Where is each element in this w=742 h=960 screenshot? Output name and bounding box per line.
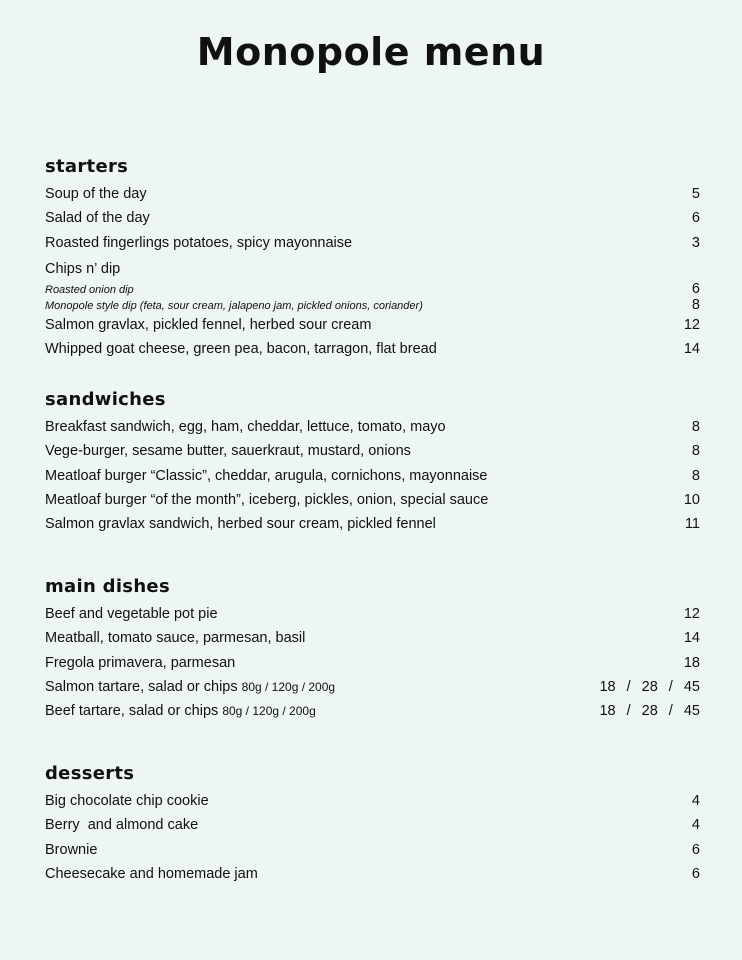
- item-name: Meatloaf burger “Classic”, cheddar, arugula, cornichons, mayonnaise: [45, 467, 488, 484]
- section-main-dishes: [45, 576, 700, 723]
- item-name: Salmon tartare, salad or chips: [45, 678, 238, 695]
- item-name: Soup of the day: [45, 186, 147, 202]
- section-heading-desserts: desserts: [45, 763, 135, 784]
- item-price: 3: [691, 234, 700, 251]
- sub-item-name: Roasted onion dip: [45, 283, 134, 296]
- menu-item: [45, 488, 700, 512]
- item-price: 6: [691, 841, 700, 858]
- item-price: 6: [691, 865, 700, 882]
- menu-item: [45, 337, 700, 361]
- menu-item: [45, 439, 700, 463]
- item-sizes: 80g / 120g / 200g: [222, 704, 316, 719]
- item-name: Salad of the day: [45, 210, 150, 227]
- sub-item-price: 6: [691, 280, 700, 297]
- item-price: 18 / 28 / 45: [599, 703, 700, 720]
- item-price: 12: [683, 606, 700, 622]
- menu-item: [45, 626, 700, 650]
- item-price: 12: [683, 316, 700, 333]
- menu-sub-item: [45, 281, 700, 297]
- item-price: 10: [683, 491, 700, 508]
- sub-item-price: 8: [691, 296, 700, 313]
- item-name: Beef and vegetable pot pie: [45, 606, 218, 622]
- page-title: Monopole menu: [196, 30, 546, 74]
- sub-item-name: Monopole style dip (feta, sour cream, jalapeno jam, pickled onions, coriander): [45, 299, 423, 312]
- item-name: Whipped goat cheese, green pea, bacon, tarragon, flat bread: [45, 341, 437, 358]
- section-desserts: [45, 763, 700, 886]
- section-heading-starters: starters: [45, 156, 129, 177]
- menu-item: [45, 675, 700, 699]
- item-name: Vege-burger, sesame butter, sauerkraut, mustard, onions: [45, 443, 411, 460]
- menu-item: [45, 699, 700, 723]
- menu-item: [45, 789, 700, 813]
- item-name: Meatball, tomato sauce, parmesan, basil: [45, 630, 306, 647]
- menu-item: [45, 182, 700, 206]
- menu-item: [45, 602, 700, 626]
- section-heading-main-dishes: main dishes: [45, 576, 170, 597]
- item-price: 14: [683, 341, 700, 358]
- item-name: Breakfast sandwich, egg, ham, cheddar, lettuce, tomato, mayo: [45, 419, 446, 435]
- menu-sub-item: [45, 297, 700, 313]
- item-price: 18: [683, 654, 700, 671]
- item-price: 6: [691, 210, 700, 227]
- menu-item: [45, 838, 700, 862]
- menu-item: [45, 464, 700, 488]
- item-sizes: 80g / 120g / 200g: [241, 679, 336, 694]
- item-name: Fregola primavera, parmesan: [45, 654, 236, 671]
- item-price: 4: [691, 793, 700, 809]
- menu-item: [45, 415, 700, 439]
- item-price: 4: [691, 817, 700, 834]
- menu-item: [45, 206, 700, 230]
- item-name: Beef tartare, salad or chips: [45, 703, 219, 720]
- item-name: Big chocolate chip cookie: [45, 793, 209, 809]
- menu-item: [45, 651, 700, 675]
- menu-item: [45, 512, 700, 536]
- item-name: Meatloaf burger “of the month”, iceberg, pickles, onion, special sauce: [45, 491, 489, 508]
- menu-item: [45, 231, 700, 255]
- item-name: Salmon gravlax, pickled fennel, herbed sour cream: [45, 316, 372, 333]
- item-price: 8: [691, 419, 700, 435]
- menu-item: [45, 813, 700, 837]
- item-price: 11: [684, 516, 700, 533]
- menu-item: [45, 862, 700, 886]
- section-starters: [45, 156, 700, 361]
- item-name: Salmon gravlax sandwich, herbed sour cream, pickled fennel: [45, 516, 436, 533]
- menu-item-chips: Chips n’ dip: [45, 260, 121, 277]
- item-name: Roasted fingerlings potatoes, spicy mayonnaise: [45, 234, 353, 251]
- item-name: Brownie: [45, 841, 98, 858]
- item-name: Cheesecake and homemade jam: [45, 865, 258, 882]
- item-price: 8: [691, 443, 700, 460]
- section-sandwiches: [45, 389, 700, 536]
- item-name: Berry and almond cake: [45, 817, 199, 834]
- section-heading-sandwiches: sandwiches: [45, 389, 166, 410]
- item-price: 14: [683, 630, 700, 647]
- menu-item: [45, 313, 700, 337]
- item-price: 8: [691, 467, 700, 484]
- item-price: 5: [691, 186, 700, 202]
- item-price: 18 / 28 / 45: [599, 678, 700, 695]
